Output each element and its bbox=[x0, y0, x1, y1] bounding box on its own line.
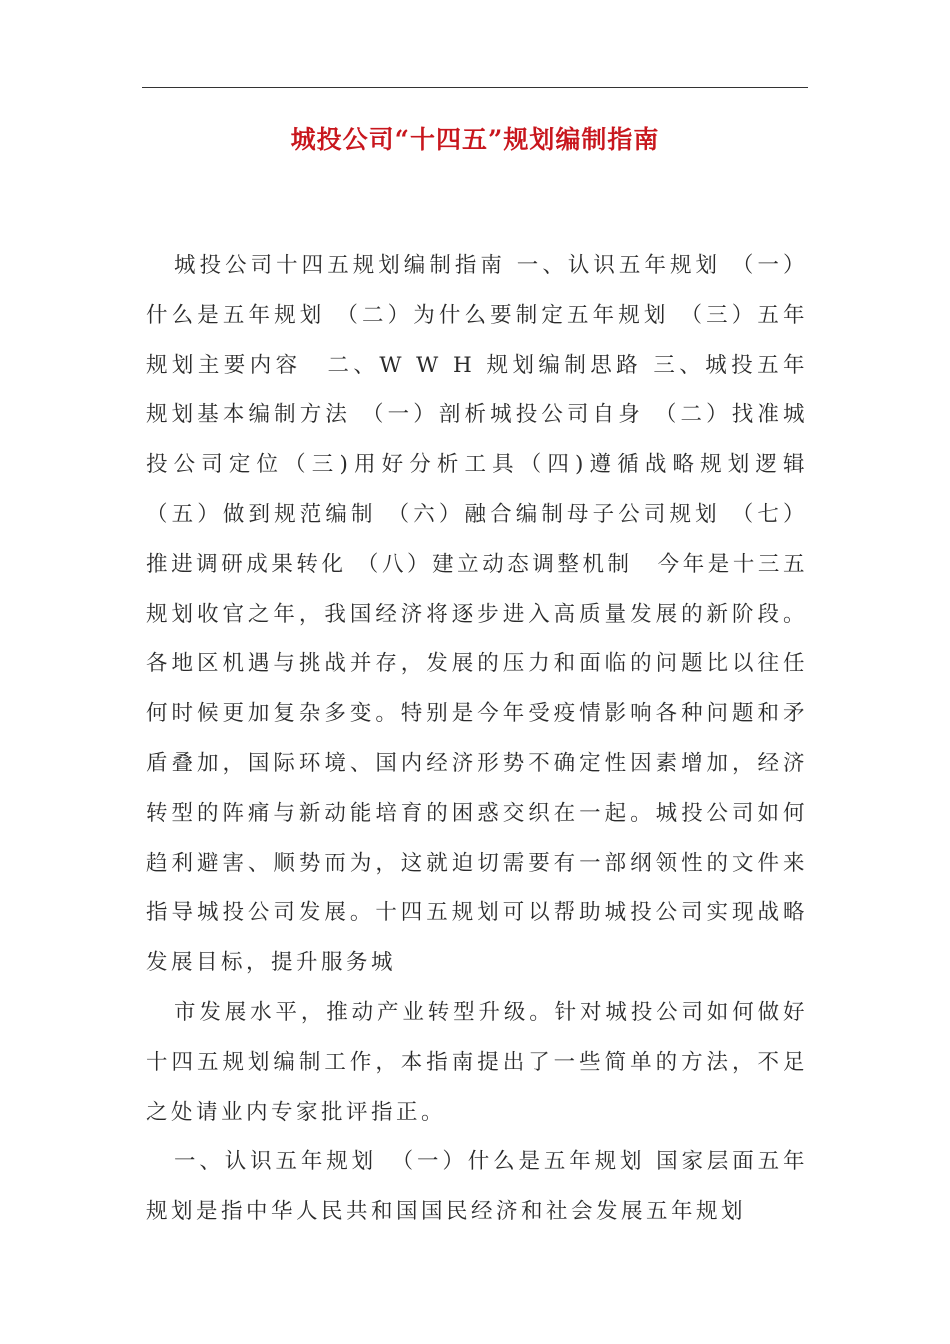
document-body bbox=[146, 241, 808, 1237]
document-title: 城投公司“十四五”规划编制指南 bbox=[290, 125, 660, 154]
header-rule bbox=[142, 87, 808, 88]
paragraph-section-one: 一、认识五年规划 （一）什么是五年规划 国家层面五年规划是指中华人民共和国国民经济和社会发展五年规划 bbox=[146, 1149, 808, 1225]
paragraph-intro: 城投公司十四五规划编制指南 一、认识五年规划 （一）什么是五年规划 （二）为什么要制定五年规划 （三）五年规划主要内容 二、W W H 规划编制思路 三、城投五年规划基本编制方法 （一）剖析城投公司自身 （二）找准城投公司定位（三)用好分析工具（四)遵循战略规划逻辑（五）做到规范编制 （六）融合编制母子公司规划 （七）推进调研成果转化 （八）建立动态调整机制 今年是十三五规划收官之年，我国经济将逐步进入高质量发展的新阶段。各地区机遇与挑战并存，发展的压力和面临的问题比以往任何时候更加复杂多变。特别是今年受疫情影响各种问题和矛盾叠加，国际环境、国内经济形势不确定性因素增加，经济转型的阵痛与新动能培育的困惑交织在一起。城投公司如何趋利避害、顺势而为，这就迫切需要有一部纲领性的文件来指导城投公司发展。十四五规划可以帮助城投公司实现战略发展目标，提升服务城 bbox=[146, 253, 808, 976]
paragraph-purpose: 市发展水平，推动产业转型升级。针对城投公司如何做好十四五规划编制工作，本指南提出了一些简单的方法，不足之处请业内专家批评指正。 bbox=[146, 999, 808, 1125]
